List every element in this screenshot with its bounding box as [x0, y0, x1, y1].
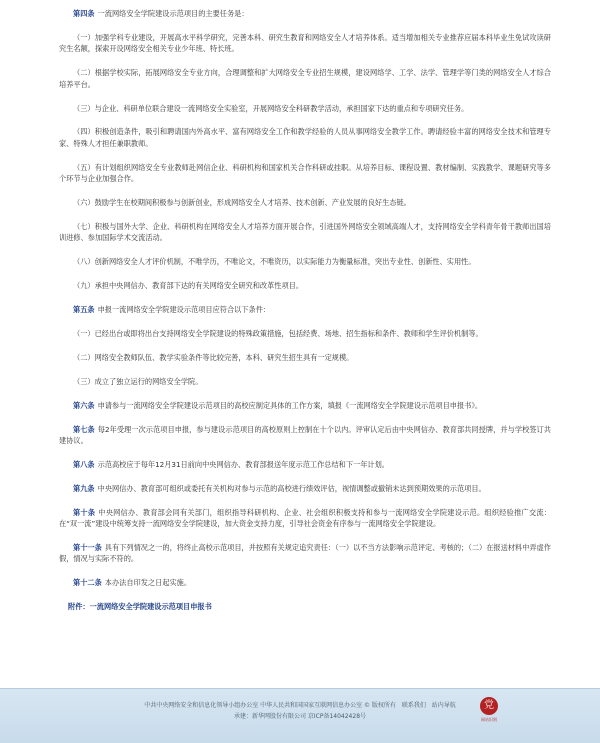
- paragraph-text: 中央网信办、教育部会同有关部门，组织指导科研机构、企业、社会组织积极支持和参与一流网络安全学院建设示范。组织经验推广交流：在“双一流”建设中统筹支持一流网络安全学院建设，加大资金支持力度，引导社会资金有序参与一流网络安全学院建设。: [59, 507, 551, 529]
- paragraph: [59, 67, 551, 90]
- paragraph-text: 示范高校应于每年12月31日前向中央网信办、教育部报送年度示范工作总结和下一年计划。: [97, 459, 389, 469]
- paragraph-text: （二）根据学校实际，拓展网络安全专业方向，合理调整和扩大网络安全专业招生规模，建设网络学、工学、法学、管理学等门类的网络安全人才综合培养平台。: [59, 68, 551, 89]
- article-number: 第六条: [73, 400, 95, 410]
- article-number: 第十二条: [73, 578, 102, 588]
- attachment-link[interactable]: 一流网络安全学院建设示范项目申报书: [89, 602, 212, 612]
- footer-builder: 承建：新华网股份有限公司 京ICP备14042428号: [233, 713, 367, 720]
- paragraph: [59, 483, 551, 494]
- document-body: [59, 8, 551, 613]
- paragraph: [59, 8, 551, 19]
- paragraph: [59, 32, 551, 55]
- paragraph-text: （五）有计划组织网络安全专业教师赴网信企业、科研机构和国家机关合作科研或挂职。从培养目标、课程设置、教材编制、实践教学、课题研究等多个环节与企业加强合作。: [59, 162, 551, 184]
- paragraph: [59, 507, 551, 530]
- paragraph-text: （三）与企业、科研单位联合建设一流网络安全实验室，开展网络安全科研教学活动，承担国家下达的重点和专项研究任务。: [73, 103, 469, 113]
- paragraph-text: （二）网络安全教师队伍、教学实验条件等比较完善，本科、研究生招生具有一定规模。: [73, 352, 354, 362]
- paragraph: [59, 424, 551, 447]
- contact-us-link[interactable]: 联系我们: [401, 702, 426, 709]
- paragraph-text: 申报一流网络安全学院建设示范项目应符合以下条件：: [97, 305, 271, 315]
- attachment-label: 附件：: [68, 602, 90, 612]
- paragraph: [59, 126, 551, 149]
- paragraph: [59, 376, 551, 387]
- paragraph: [59, 352, 551, 363]
- paragraph-text: 申请参与一流网络安全学院建设示范项目的高校应制定具体的工作方案，填报《一流网络安全学院建设示范项目申报书》。: [97, 400, 483, 410]
- article-number: 第八条: [73, 459, 95, 469]
- footer-copyright-text: 中共中央网络安全和信息化领导小组办公室 中华人民共和国国家互联网信息办公室 © 版权所有: [144, 702, 396, 709]
- paragraph: [59, 103, 551, 114]
- footer-copyright: [0, 700, 600, 709]
- site-footer: [0, 688, 600, 743]
- article-number: 第五条: [73, 305, 95, 315]
- paragraph-text: （一）已经出台或即将出台支持网络安全学院建设的特殊政策措施，包括经费、场地、招生指标和条件、教师和学生评价机制等。: [73, 329, 483, 338]
- paragraph: [59, 577, 551, 588]
- article-number: 第十一条: [73, 543, 102, 553]
- paragraph-text: （六）鼓励学生在校期间积极参与创新创业，形成网络安全人才培养、技术创新、产业发展的良好生态链。: [73, 198, 411, 208]
- site-navigation-link[interactable]: 站内导航: [431, 702, 456, 709]
- paragraph-text: 一流网络安全学院建设示范项目的主要任务是：: [97, 9, 249, 18]
- article-number: 第四条: [73, 9, 95, 18]
- paragraph-text: 每2年受理一次示范项目申报，参与建设示范项目的高校原则上控制在十个以内。评审认定后由中央网信办、教育部共同授牌，并与学校签订共建协议。: [59, 424, 551, 446]
- paragraph-text: （一）加强学科专业建设，开展高水平科学研究，完善本科、研究生教育和网络安全人才培养体系。适当增加相关专业推荐应届本科毕业生免试攻读研究生名额，探索开设网络安全相关专业少年班、特长班。: [59, 32, 551, 54]
- attachment-line: [59, 601, 551, 612]
- paragraph: [59, 162, 551, 185]
- paragraph: [59, 400, 551, 411]
- article-number: 第七条: [73, 424, 95, 434]
- paragraph-text: （四）积极创造条件，吸引和聘请国内外高水平、富有网络安全工作和教学经验的人员从事网络安全教学工作。聘请经验丰富的网络安全技术和管理专家、特殊人才担任兼职教师。: [59, 127, 551, 148]
- paragraph: [59, 542, 551, 565]
- paragraph-text: （七）积极与国外大学、企业、科研机构在网络安全人才培养方面开展合作，引进国外网络安全领域高端人才，支持网络安全学科青年骨干教师出国培训进修、参加国际学术交流活动。: [59, 221, 551, 243]
- paragraph-text: （三）成立了独立运行的网络安全学院。: [73, 376, 203, 386]
- paragraph-text: 本办法自印发之日起实施。: [104, 578, 192, 588]
- paragraph-text: （八）创新网络安全人才评价机制，不唯学历，不唯论文，不唯资历，以实际能力为衡量标准，突出专业性、创新性、实用性。: [73, 257, 476, 267]
- paragraph: [59, 197, 551, 208]
- paragraph: [59, 256, 551, 267]
- paragraph: [59, 280, 551, 291]
- paragraph-text: 具有下列情况之一的，将终止高校示范项目，并按照有关规定追究责任：（一）以不当方法影响示范评定、考核的；（二）在报送材料中弄虚作假，情况与实际不符的。: [59, 543, 551, 564]
- paragraph: [59, 221, 551, 244]
- article-number: 第十条: [73, 507, 96, 517]
- article-number: 第九条: [73, 483, 95, 493]
- paragraph: [59, 459, 551, 470]
- site-identification-icon[interactable]: 党: [480, 697, 498, 715]
- site-identification-label: 网站识别: [481, 717, 497, 722]
- paragraph: [59, 304, 551, 315]
- paragraph-text: （九）承担中央网信办、教育部下达的有关网络安全研究和改革性项目。: [73, 281, 304, 291]
- paragraph-text: 中央网信办、教育部可组织或委托有关机构对参与示范的高校进行绩效评估，视情调整或撤销未达到预期效果的示范项目。: [97, 483, 486, 493]
- paragraph: [59, 328, 551, 339]
